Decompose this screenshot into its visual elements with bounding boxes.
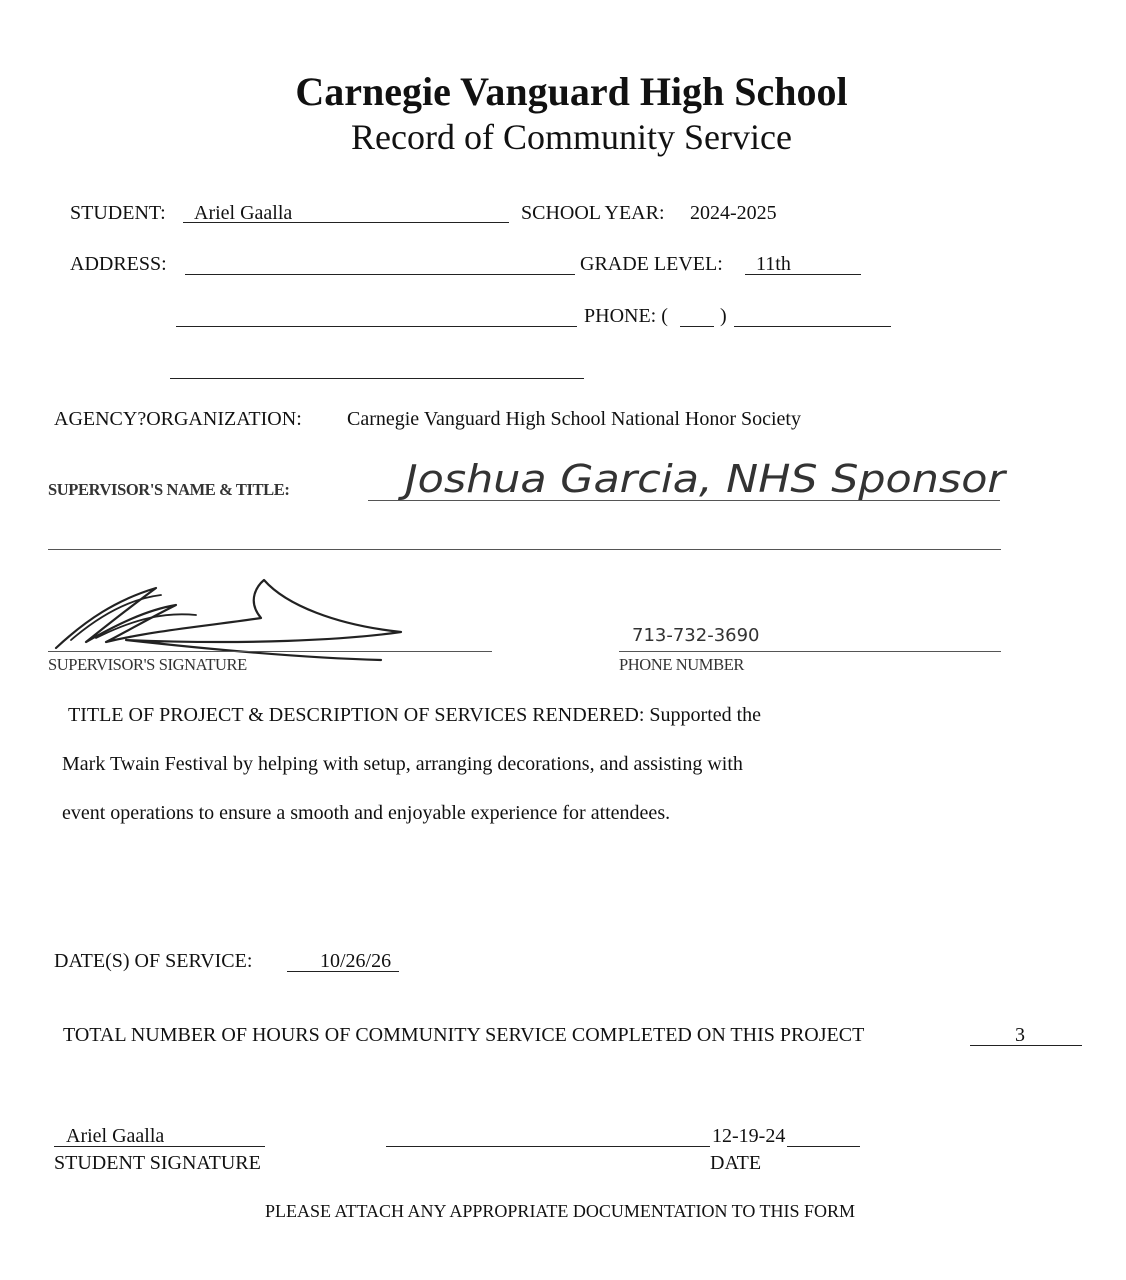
supervisor-name-title-value[interactable]: Joshua Garcia, NHS Sponsor: [397, 457, 1008, 501]
area-code-field[interactable]: [680, 326, 714, 327]
school-name: Carnegie Vanguard High School: [295, 69, 848, 114]
supervisor-phone-label: PHONE NUMBER: [619, 655, 744, 674]
phone-number-field[interactable]: [734, 326, 891, 327]
grade-level-value[interactable]: 11th: [756, 253, 791, 275]
address-label: ADDRESS:: [70, 253, 167, 275]
total-hours-value[interactable]: 3: [1015, 1024, 1025, 1046]
date-value[interactable]: 12-19-24: [712, 1125, 786, 1147]
project-description-label: TITLE OF PROJECT & DESCRIPTION OF SERVICES RENDERED:: [68, 704, 645, 726]
dates-of-service-label: DATE(S) OF SERVICE:: [54, 950, 253, 972]
school-year-label: SCHOOL YEAR:: [521, 202, 665, 224]
student-label: STUDENT:: [70, 202, 166, 224]
project-description-line-3[interactable]: event operations to ensure a smooth and enjoyable experience for attendees.: [62, 802, 671, 824]
supervisor-phone-line: [619, 651, 1001, 652]
student-signature-value[interactable]: Ariel Gaalla: [66, 1125, 165, 1147]
address-line-3[interactable]: [170, 378, 584, 379]
phone-close-paren: ): [720, 305, 727, 327]
supervisor-name-handwriting: [395, 448, 1020, 518]
total-hours-label: TOTAL NUMBER OF HOURS OF COMMUNITY SERVICE COMPLETED ON THIS PROJECT: [63, 1024, 865, 1046]
date-line: [386, 1146, 860, 1147]
total-hours-line: [970, 1045, 1082, 1046]
project-description-line-1[interactable]: Supported the: [649, 704, 762, 726]
agency-value[interactable]: Carnegie Vanguard High School National Honor Society: [347, 408, 801, 430]
student-signature-label: STUDENT SIGNATURE: [54, 1152, 261, 1174]
supervisor-signature-line[interactable]: [48, 651, 492, 652]
school-year-value[interactable]: 2024-2025: [690, 202, 777, 224]
address-line-2[interactable]: [176, 326, 577, 327]
form-title: Record of Community Service: [351, 117, 792, 157]
date-label: DATE: [710, 1152, 762, 1174]
dates-of-service-value[interactable]: 10/26/26: [320, 950, 392, 972]
supervisor-name-title-label: SUPERVISOR'S NAME & TITLE:: [48, 480, 290, 499]
supervisor-signature-label: SUPERVISOR'S SIGNATURE: [48, 655, 247, 674]
supervisor-extra-line: [48, 549, 1001, 550]
supervisor-phone-value[interactable]: 713-732-3690: [632, 625, 760, 646]
footer-note: PLEASE ATTACH ANY APPROPRIATE DOCUMENTATION TO THIS FORM: [264, 1201, 856, 1221]
project-description-line-2[interactable]: Mark Twain Festival by helping with setup, arranging decorations, and assisting with: [62, 753, 743, 775]
phone-label: PHONE: (: [584, 305, 668, 327]
address-line-1[interactable]: [185, 274, 575, 275]
grade-level-label: GRADE LEVEL:: [580, 253, 723, 275]
student-name-value[interactable]: Ariel Gaalla: [194, 202, 293, 224]
agency-label: AGENCY?ORGANIZATION:: [54, 408, 302, 430]
project-description-heading: [68, 703, 761, 727]
